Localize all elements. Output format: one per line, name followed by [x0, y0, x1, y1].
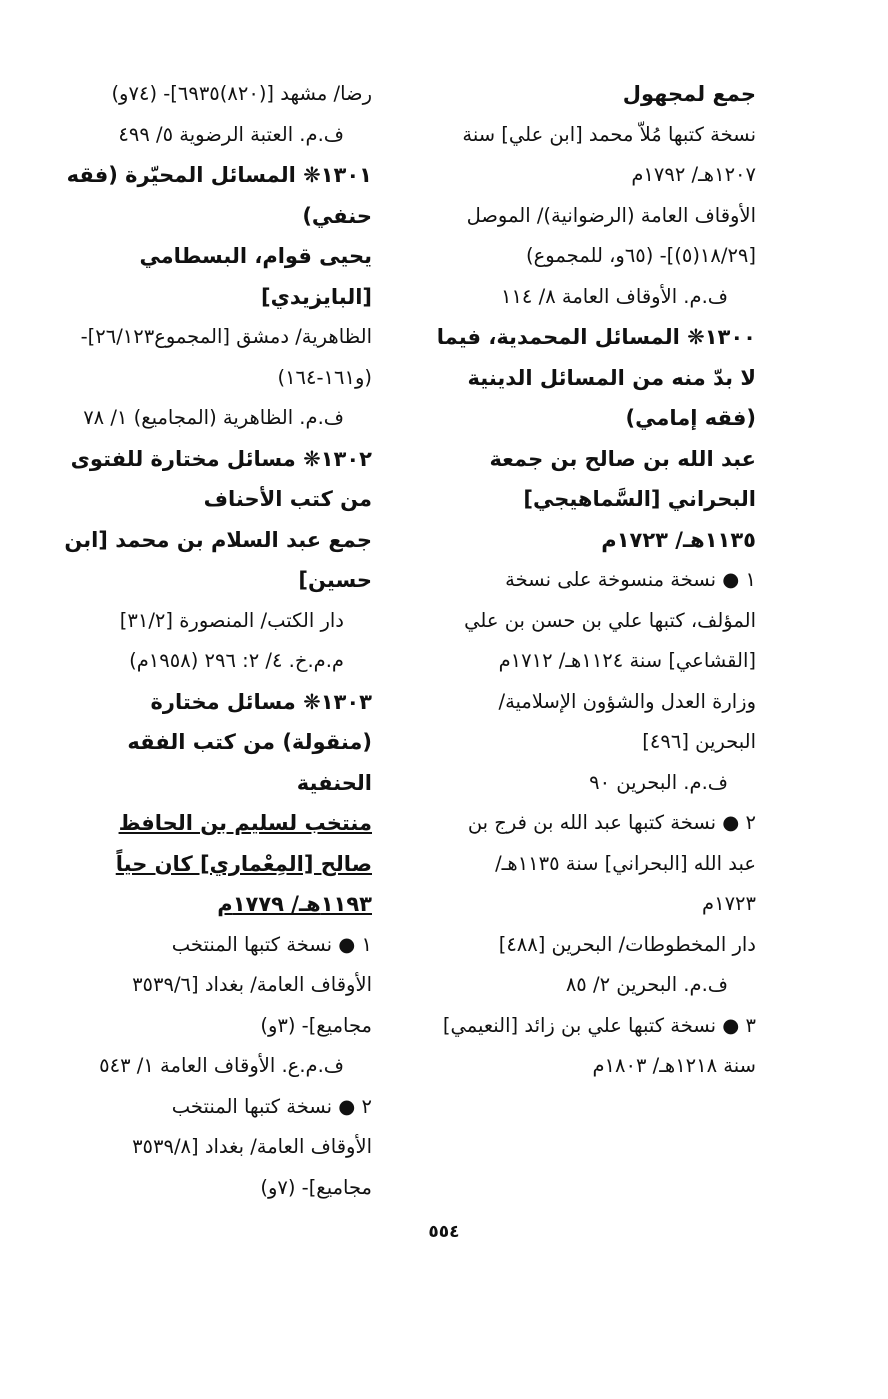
entry-1302-location: دار الكتب/ المنصورة [٣١/٢]: [119, 608, 344, 632]
copy-1-location: وزارة العدل والشؤون الإسلامية/ البحرين [٤٩٦]: [498, 689, 756, 753]
entry-1302-title: ١٣٠٢❋ مسائل مختارة للفتوى من كتب الأحناف: [70, 446, 372, 511]
copy-line: نسخة كتبها مُلاّ محمد [ابن علي] سنة ١٢٠٧هـ/ ١٧٩٢م: [462, 122, 756, 186]
entry-1303-title: ١٣٠٣❋ مسائل مختارة (منقولة) من كتب الفقه الحنفية: [127, 689, 372, 795]
entry-1301-title: ١٣٠١❋ المسائل المحيّرة (فقه حنفي): [66, 163, 372, 228]
entry-1301-author: يحيى قوام، البسطامي [البايزيدي]: [139, 244, 372, 309]
left-column: [62, 74, 372, 1208]
page-number: ٥٥٤: [428, 1222, 460, 1242]
copy-2-location: الأوقاف العامة/ بغداد [٣٥٣٩/٨ مجاميع]- (٧و): [132, 1135, 372, 1199]
copy-1-line: ١ ● نسخة كتبها المنتخب: [171, 932, 372, 956]
entry-1303-author: منتخب لسليم بن الحافظ صالح [المِعْماري] كان حياً ١١٩٣هـ/ ١٧٧٩م: [115, 811, 372, 916]
entry-author: جمع لمجهول: [622, 82, 756, 106]
copy-1-catalog: ف.م. البحرين ٩٠: [589, 770, 728, 794]
entry-1301-catalog: ف.م. الظاهرية (المجاميع) ١/ ٧٨: [83, 406, 344, 429]
right-column: [436, 74, 756, 1087]
entry-1302-author: جمع عبد السلام بن محمد [ابن حسين]: [64, 527, 372, 592]
catalog-ref: ف.م. الأوقاف العامة ٨/ ١١٤: [500, 284, 728, 308]
copy-2-line: ٢ ● نسخة كتبها المنتخب: [171, 1094, 372, 1118]
copy-3-line: ٣ ● نسخة كتبها علي بن زائد [النعيمي] سنة ١٢١٨هـ/ ١٨٠٣م: [442, 1013, 756, 1077]
copy-2-catalog: ف.م. البحرين ٢/ ٨٥: [565, 973, 728, 996]
catalog-ref: ف.م. العتبة الرضوية ٥/ ٤٩٩: [118, 122, 344, 146]
copy-2-location: دار المخطوطات/ البحرين [٤٨٨]: [498, 932, 756, 956]
copy-2-line: ٢ ● نسخة كتبها عبد الله بن فرج بن عبد الله [البحراني] سنة ١١٣٥هـ/ ١٧٢٣م: [467, 811, 756, 915]
entry-1300-author: عبد الله بن صالح بن جمعة البحراني [السَّماهيجي] ١١٣٥هـ/ ١٧٢٣م: [489, 446, 756, 552]
location-line: رضا/ مشهد [(٨٢٠)٦٩٣٥]- (٧٤و): [111, 82, 372, 105]
copy-1-catalog: ف.م.ع. الأوقاف العامة ١/ ٥٤٣: [99, 1054, 344, 1077]
location-line: الأوقاف العامة (الرضوانية)/ الموصل [١٨/٢٩(٥)]- (٦٥و، للمجموع): [466, 203, 756, 267]
copy-1-location: الأوقاف العامة/ بغداد [٣٥٣٩/٦ مجاميع]- (٣و): [132, 973, 372, 1037]
entry-1302-catalog: م.م.خ. ٤/ ٢: ٢٩٦ (١٩٥٨م): [129, 649, 344, 672]
entry-1301-location: الظاهرية/ دمشق [المجموع٢٦/١٢٣]- (و١٦١-١٦٤): [80, 325, 372, 389]
copy-1-line: ١ ● نسخة منسوخة على نسخة المؤلف، كتبها علي بن حسن بن علي [القشاعي] سنة ١١٢٤هـ/ ١٧١٢م: [464, 568, 756, 672]
entry-1300-title: ١٣٠٠❋ المسائل المحمدية، فيما لا بدّ منه من المسائل الدينية (فقه إمامي): [436, 325, 756, 430]
